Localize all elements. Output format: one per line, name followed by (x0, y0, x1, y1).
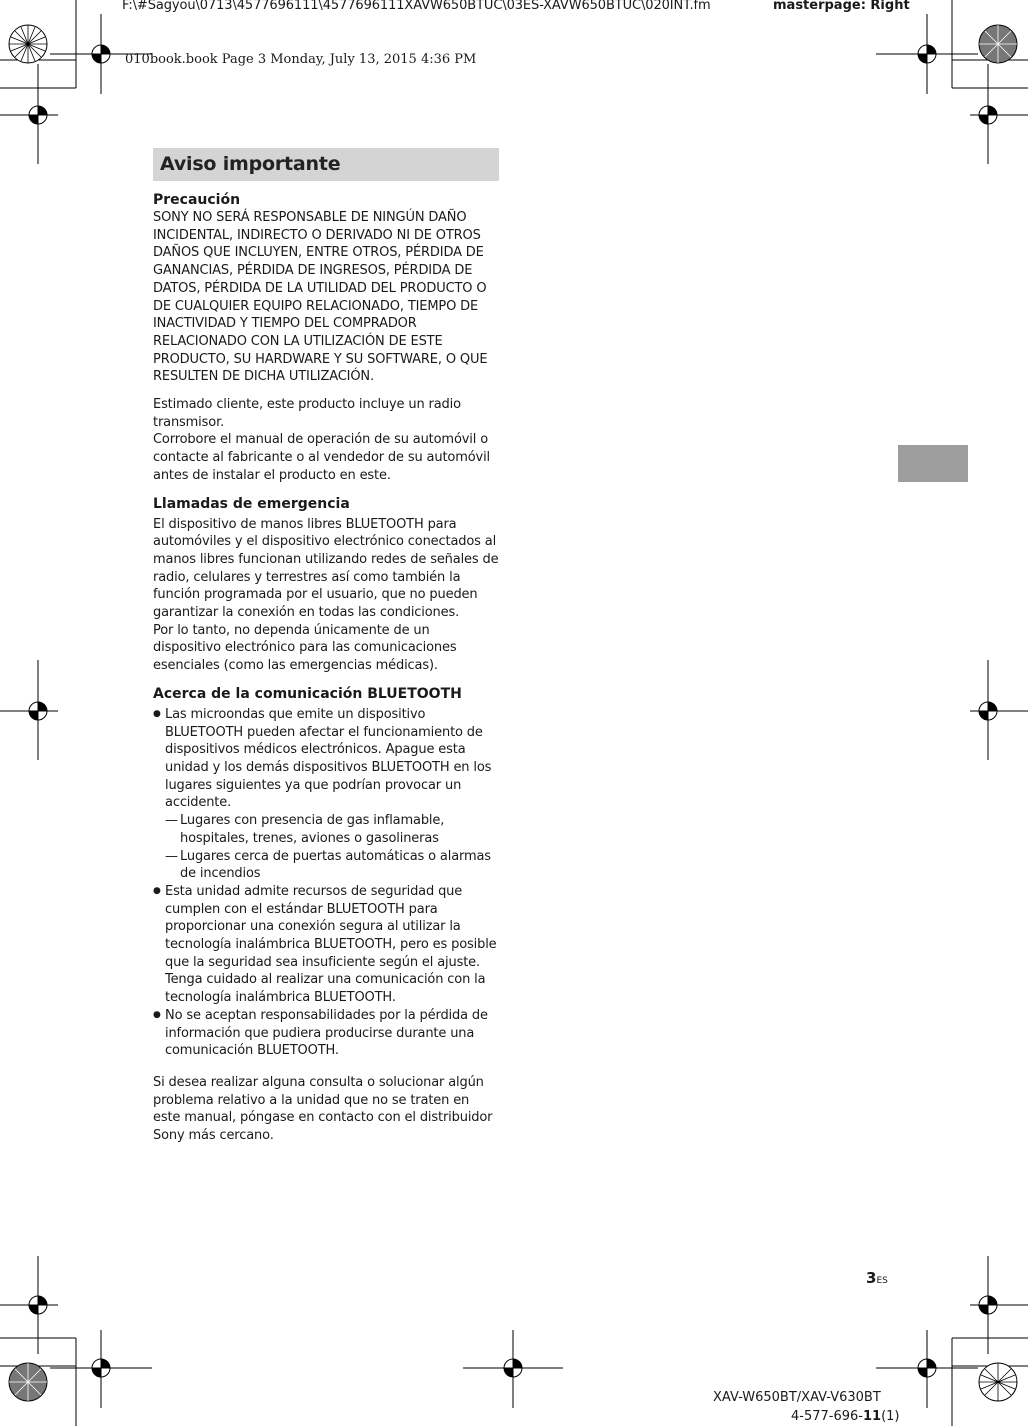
radio-text-1: Estimado cliente, este producto incluye un radio transmisor. (153, 397, 461, 430)
model-numbers: XAV-W650BT/XAV-V630BT (713, 1390, 881, 1405)
sunburst-mark-tr (979, 25, 1017, 63)
book-info-line: 010book.book Page 3 Monday, July 13, 2015 4:36 PM (125, 52, 477, 67)
sunburst-mark-bl (9, 1363, 47, 1401)
precaution-text: SONY NO SERÁ RESPONSABLE DE NINGÚN DAÑO INCIDENTAL, INDIRECTO O DERIVADO NI DE OTROS DAÑOS QUE INCLUYEN, ENTRE OTROS, PÉRDIDA DE GANANCIAS, PÉRDIDA DE INGRESOS, PÉRDIDA DE DATOS, PÉRDIDA DE LA UTILIDAD DEL PRODUCTO O DE CUALQUIER EQUIPO RELACIONADO, TIEMPO DE INACTIVIDAD Y TIEMPO DEL COMPRADOR RELACIONADO CON LA UTILIZACIÓN DE ESTE PRODUCTO, SU HARDWARE Y SU SOFTWARE, O QUE RESULTEN DE DICHA UTILIZACIÓN. (153, 210, 488, 385)
part-number-bold: 11 (862, 1409, 882, 1424)
bluetooth-bullet-1: ● Las microondas que emite un dispositivo BLUETOOTH pueden afectar el funcionamiento de dispositivos médicos electrónicos. Apague esta unidad y los demás dispositivos BLUETOOTH en los lugares siguientes ya que podrían provocar un accidente. (153, 706, 499, 812)
bluetooth-dash-2: — Lugares cerca de puertas automáticas o alarmas de incendios (153, 848, 499, 883)
page-number (866, 1269, 888, 1287)
section-index-tab (898, 445, 968, 482)
radio-text-2: Corrobore el manual de operación de su automóvil o contacte al fabricante o al vendedor de su automóvil antes de instalar el producto en este. (153, 432, 490, 483)
bluetooth-bullet-2: ● Esta unidad admite recursos de seguridad que cumplen con el estándar BLUETOOTH para proporcionar una conexión segura al utilizar la tecnología inalámbrica BLUETOOTH, pero es posible que la seguridad sea insuficiente según el ajuste. Tenga cuidado al realizar una comunicación con la tecnología inalámbrica BLUETOOTH. (153, 883, 499, 1007)
sunburst-mark-br (979, 1363, 1017, 1401)
part-number-prefix: 4-577-696- (791, 1409, 863, 1424)
bluetooth-dash-1: — Lugares con presencia de gas inflamable, hospitales, trenes, aviones o gasolineras (153, 812, 499, 847)
page-number-suffix: ES (876, 1276, 888, 1286)
page-number-value: 3 (866, 1269, 877, 1287)
closing-text: Si desea realizar alguna consulta o solucionar algún problema relativo a la unidad que no se traten en este manual, póngase en contacto con el distribuidor Sony más cercano. (153, 1074, 493, 1144)
section-title: Aviso importante (153, 148, 499, 181)
emergency-heading: Llamadas de emergencia (153, 495, 350, 512)
precaution-heading: Precaución (153, 192, 241, 208)
main-column (153, 148, 499, 1145)
masterpage-label: masterpage: Right (773, 0, 910, 13)
emergency-text-2: Por lo tanto, no dependa únicamente de un dispositivo electrónico para las comunicaciones esenciales (como las emergencias médicas). (153, 622, 457, 674)
bluetooth-heading: Acerca de la comunicación BLUETOOTH (153, 685, 462, 702)
part-number (791, 1409, 900, 1424)
sunburst-mark-tl (9, 25, 47, 63)
part-number-suffix: (1) (881, 1409, 900, 1424)
bluetooth-bullet-3: ● No se aceptan responsabilidades por la pérdida de información que pudiera producirse durante una comunicación BLUETOOTH. (153, 1007, 499, 1060)
file-path: F:\#Sagyou\0713\4577696111\4577696111XAVW650BTUC\03ES-XAVW650BTUC\020INT.fm (122, 0, 711, 13)
emergency-text-1: El dispositivo de manos libres BLUETOOTH para automóviles y el dispositivo electrónico conectados al manos libres funcionan utilizando redes de señales de radio, celulares y terrestres así como también la función programada por el usuario, que no pueden garantizar la conexión en todas las condiciones. (153, 516, 499, 621)
